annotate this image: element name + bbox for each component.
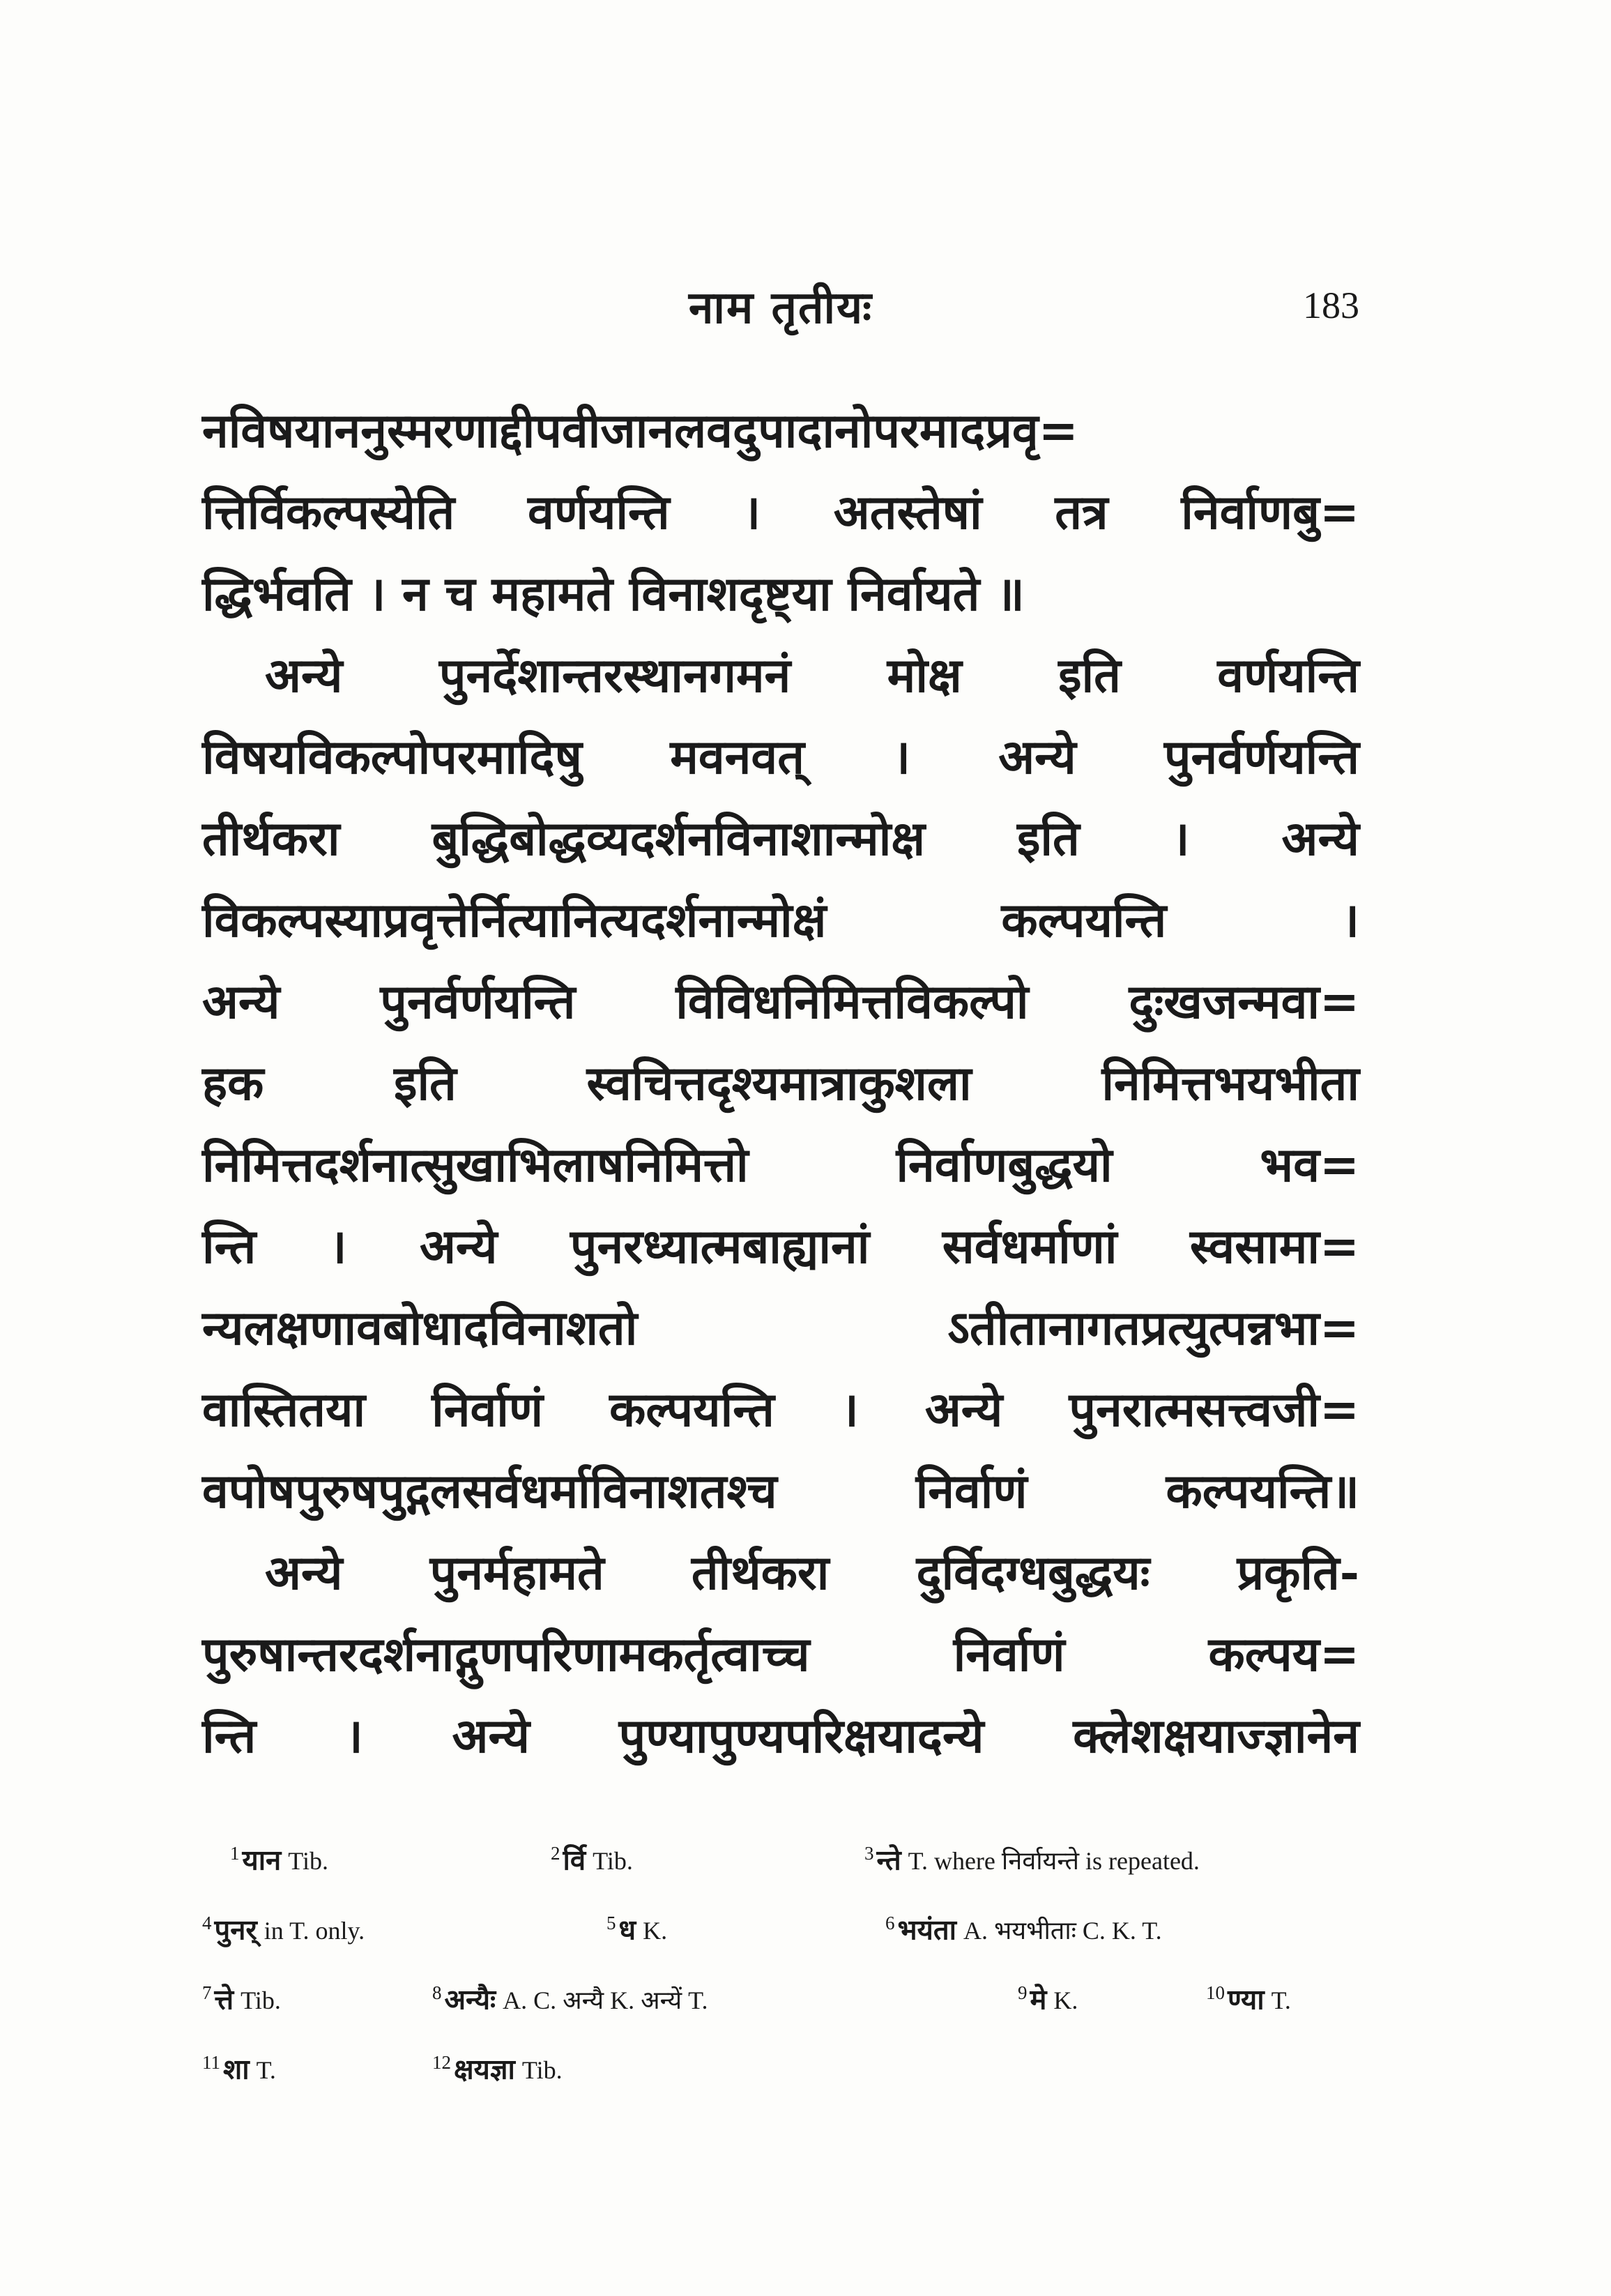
- text-line: निमित्तदर्शनात्सुखाभिलाषनिमित्तो निर्वाणबुद्धयो भव=: [202, 1137, 1359, 1193]
- footnote: $^3$ न्ते T. where निर्वायन्ते is repeated.: [864, 1843, 1200, 1877]
- footnote: $^{10}$ ण्या T.: [1206, 1982, 1291, 2016]
- text-line: अन्ये पुनर्महामते तीर्थकरा दुर्विदग्धबुद्धयः प्रकृति-: [265, 1545, 1360, 1601]
- footnote-row: [202, 1818, 1359, 1888]
- footnotes: [202, 1818, 1359, 2097]
- footnote-row: [202, 1958, 1359, 2028]
- footnote-row: [202, 2028, 1359, 2097]
- footnote: $^{12}$ क्षयज्ञा Tib.: [432, 2052, 563, 2086]
- footnote: $^1$ यान Tib.: [230, 1843, 328, 1877]
- text-line: न्ति । अन्ये पुनरध्यात्मबाह्यानां सर्वधर्माणां स्वसामा=: [202, 1219, 1359, 1275]
- text-line: नविषयाननुस्मरणाद्दीपवीजानलवदुपादानोपरमादप्रवृ=: [202, 403, 1078, 459]
- footnote: $^8$ अन्यैः A. C. अन्यै K. अन्यें T.: [432, 1982, 708, 2016]
- footnote: $^4$ पुनर् in T. only.: [202, 1913, 365, 1947]
- text-line: द्धिर्भवति । न च महामते विनाशदृष्ट्या निर्वायते ॥: [202, 566, 1025, 622]
- text-line: वास्तितया निर्वाणं कल्पयन्ति । अन्ये पुनरात्मसत्त्वजी=: [202, 1382, 1359, 1438]
- text-line: हक इति स्वचित्तदृश्यमात्राकुशला निमित्तभयभीता: [202, 1056, 1359, 1111]
- footnote-row: [202, 1888, 1359, 1958]
- text-line: पुरुषान्तरदर्शनाद्गुणपरिणामकर्तृत्वाच्च निर्वाणं कल्पय=: [202, 1627, 1359, 1682]
- page-header: [202, 275, 1359, 338]
- text-line: न्यलक्षणावबोधादविनाशतो ऽतीतानागतप्रत्युत्पन्नभा=: [202, 1300, 1359, 1356]
- footnote: $^5$ ध K.: [606, 1913, 668, 1947]
- text-line: अन्ये पुनर्देशान्तरस्थानगमनं मोक्ष इति वर्णयन्ति: [265, 648, 1359, 704]
- text-line: विकल्पस्याप्रवृत्तेर्नित्यानित्यदर्शनान्मोक्षं कल्पयन्ति ।: [202, 892, 1359, 948]
- running-title: नाम तृतीयः: [688, 282, 873, 334]
- body-text: [202, 390, 1359, 1777]
- text-line: न्ति । अन्ये पुण्यापुण्यपरिक्षयादन्ये क्लेशक्षयाज्ज्ञानेन: [202, 1708, 1359, 1764]
- text-line: वपोषपुरुषपुद्गलसर्वधर्माविनाशतश्च निर्वाणं कल्पयन्ति॥: [202, 1463, 1359, 1519]
- text-line: त्तिर्विकल्पस्येति वर्णयन्ति । अतस्तेषां तत्र निर्वाणबु=: [202, 485, 1359, 540]
- page-number: 183: [1303, 284, 1359, 326]
- text-line: तीर्थकरा बुद्धिबोद्धव्यदर्शनविनाशान्मोक्ष इति । अन्ये: [202, 811, 1359, 867]
- text-line: अन्ये पुनर्वर्णयन्ति विविधनिमित्तविकल्पो दुःखजन्मवा=: [202, 974, 1359, 1030]
- footnote: $^6$ भयंता A. भयभीताः C. K. T.: [885, 1913, 1162, 1947]
- footnote: $^9$ मे K.: [1018, 1982, 1078, 2016]
- footnote: $^7$ त्ते Tib.: [202, 1982, 281, 2016]
- footnote: $^2$ र्वि Tib.: [551, 1843, 633, 1877]
- text-line: विषयविकल्पोपरमादिषु मवनवत् । अन्ये पुनर्वर्णयन्ति: [202, 729, 1359, 785]
- footnote: $^{11}$ शा T.: [202, 2052, 276, 2086]
